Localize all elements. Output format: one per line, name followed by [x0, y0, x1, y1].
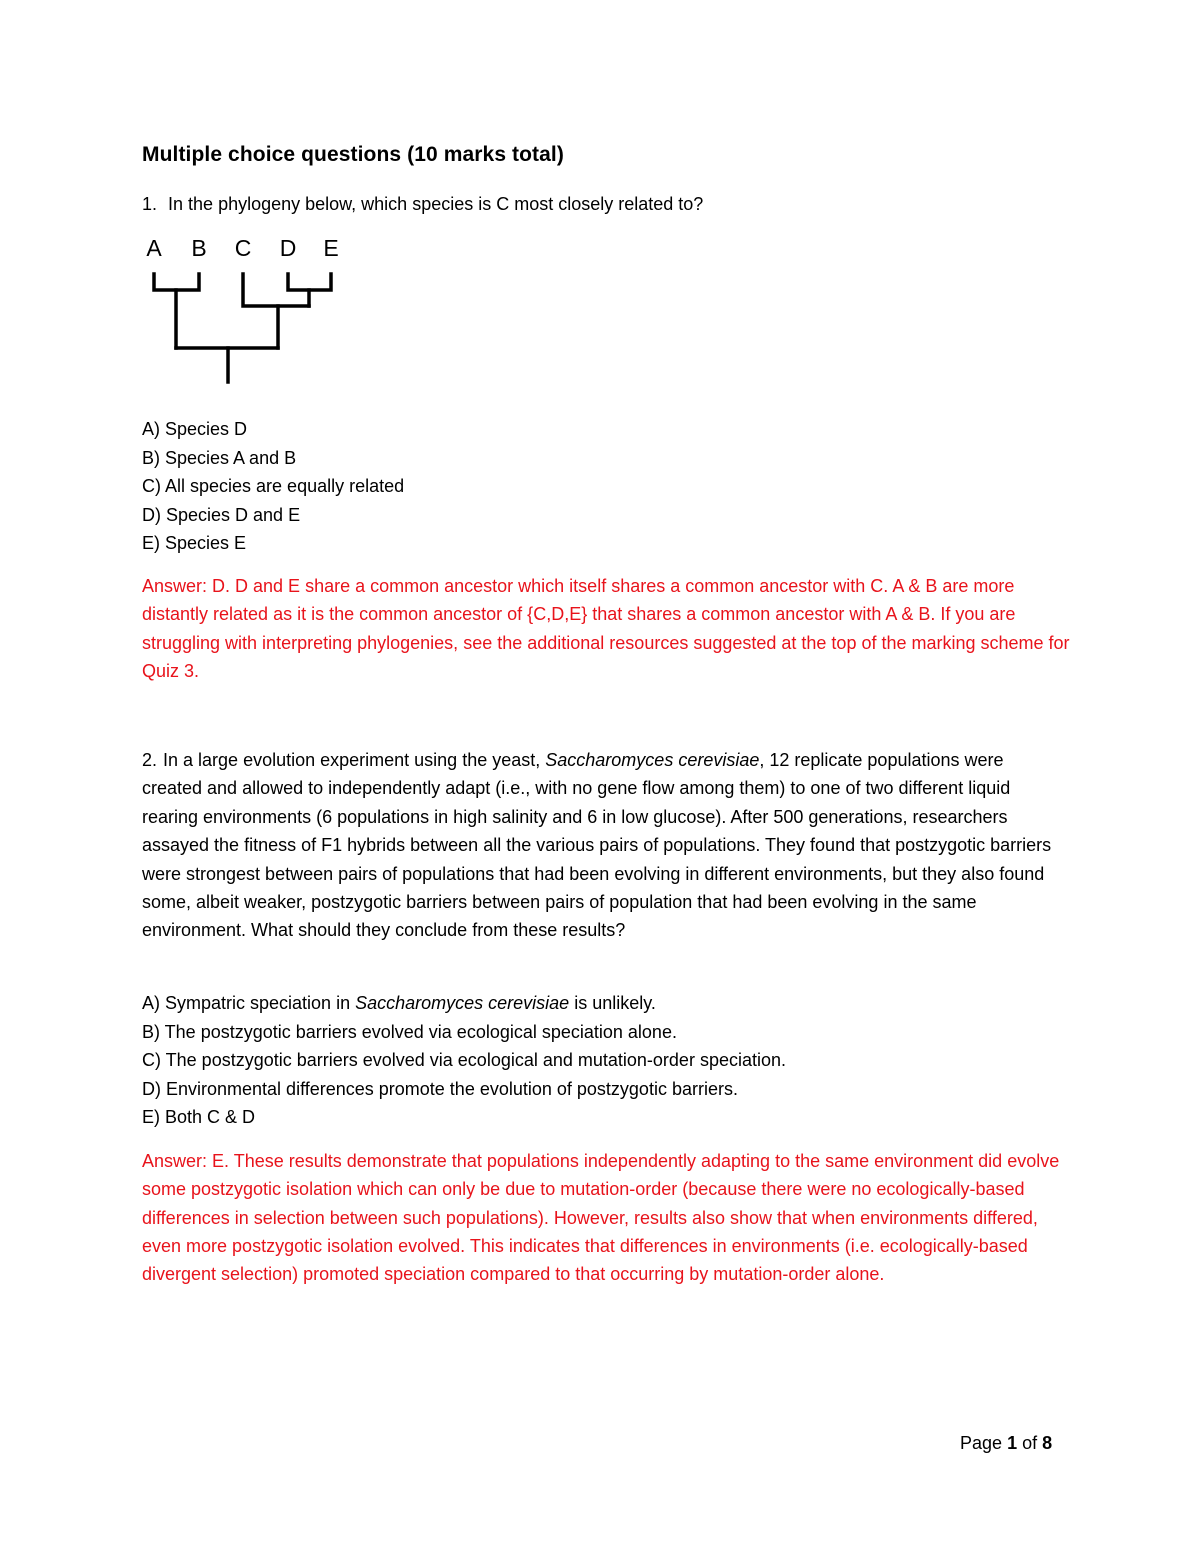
branch-de — [288, 274, 331, 290]
option-2a — [142, 989, 786, 1018]
page-number — [960, 1433, 1052, 1454]
question-1-stem — [142, 192, 703, 216]
tree-label-e: E — [323, 235, 339, 261]
branch-ab — [154, 274, 199, 290]
question-2-number: 2. — [142, 750, 158, 770]
section-heading: Multiple choice questions (10 marks total) — [142, 143, 564, 166]
option-1e: E) Species E — [142, 533, 247, 553]
tree-label-d: D — [279, 235, 297, 261]
option-1d: D) Species D and E — [142, 504, 301, 525]
option-1c: C) All species are equally related — [142, 476, 405, 496]
option-2a-after: is unlikely. — [574, 993, 656, 1013]
question-1-text: In the phylogeny below, which species is C most closely related to? — [168, 194, 704, 214]
option-2a-species: Saccharomyces cerevisiae — [355, 993, 570, 1013]
option-2d: D) Environmental differences promote the evolution of postzygotic barriers. — [142, 1078, 738, 1099]
page-number-of: of — [1022, 1433, 1038, 1453]
question-2-text-before: In a large evolution experiment using the yeast, — [163, 750, 541, 770]
option-2c: C) The postzygotic barriers evolved via ecological and mutation-order speciation. — [142, 1050, 786, 1070]
question-2-text-after: , 12 replicate populations were created and allowed to independently adapt (i.e., with no gene flow among them) to one of two different liquid rearing environments (6 populations in high salinity and 6 in low glucose). After 500 generations, researchers assayed the fitness of F1 hybrids between all the various pairs of populations. They found that postzygotic barriers were strongest between pairs of populations that had been evolving in different environments, but they also found some, albeit weaker, postzygotic barriers between pairs of population that had been evolving in the same environment. What should they conclude from these results? — [142, 750, 1052, 941]
question-1-number: 1. — [142, 194, 158, 214]
question-1-answer: Answer: D. D and E share a common ancestor which itself shares a common ancestor with C. A & B are more distantly related as it is the common ancestor of {C,D,E} that shares a common ancestor with A & B. If you are struggling with interpreting phylogenies, see the additional resources suggested at the top of the marking scheme for Quiz 3. — [142, 576, 1070, 681]
question-2-answer: Answer: E. These results demonstrate that populations independently adapting to the same environment did evolve some postzygotic isolation which can only be due to mutation-order (because there were no ecologically-based differences in selection between such populations). However, results also show that when environments differed, even more postzygotic isolation evolved. This indicates that differences in environments (i.e. ecologically-based divergent selection) promoted speciation compared to that occurring by mutation-order alone. — [142, 1151, 1060, 1285]
page-number-total: 8 — [1042, 1433, 1053, 1453]
tree-label-b: B — [191, 235, 207, 261]
question-2-options — [142, 989, 786, 1132]
page-number-current: 1 — [1007, 1433, 1018, 1453]
question-2-species: Saccharomyces cerevisiae — [545, 750, 760, 770]
tree-label-a: A — [146, 235, 162, 261]
option-1b: B) Species A and B — [142, 447, 297, 468]
page-number-prefix: Page — [960, 1433, 1003, 1453]
option-2e: E) Both C & D — [142, 1107, 256, 1127]
tree-label-c: C — [234, 235, 252, 261]
option-2a-before: A) Sympatric speciation in — [142, 993, 351, 1013]
option-2b: B) The postzygotic barriers evolved via ecological speciation alone. — [142, 1021, 677, 1042]
phylogeny-tree — [138, 232, 348, 388]
question-2-stem — [142, 746, 1062, 945]
tree-branches — [154, 274, 331, 382]
option-1a: A) Species D — [142, 419, 248, 439]
question-1-options — [142, 415, 404, 558]
